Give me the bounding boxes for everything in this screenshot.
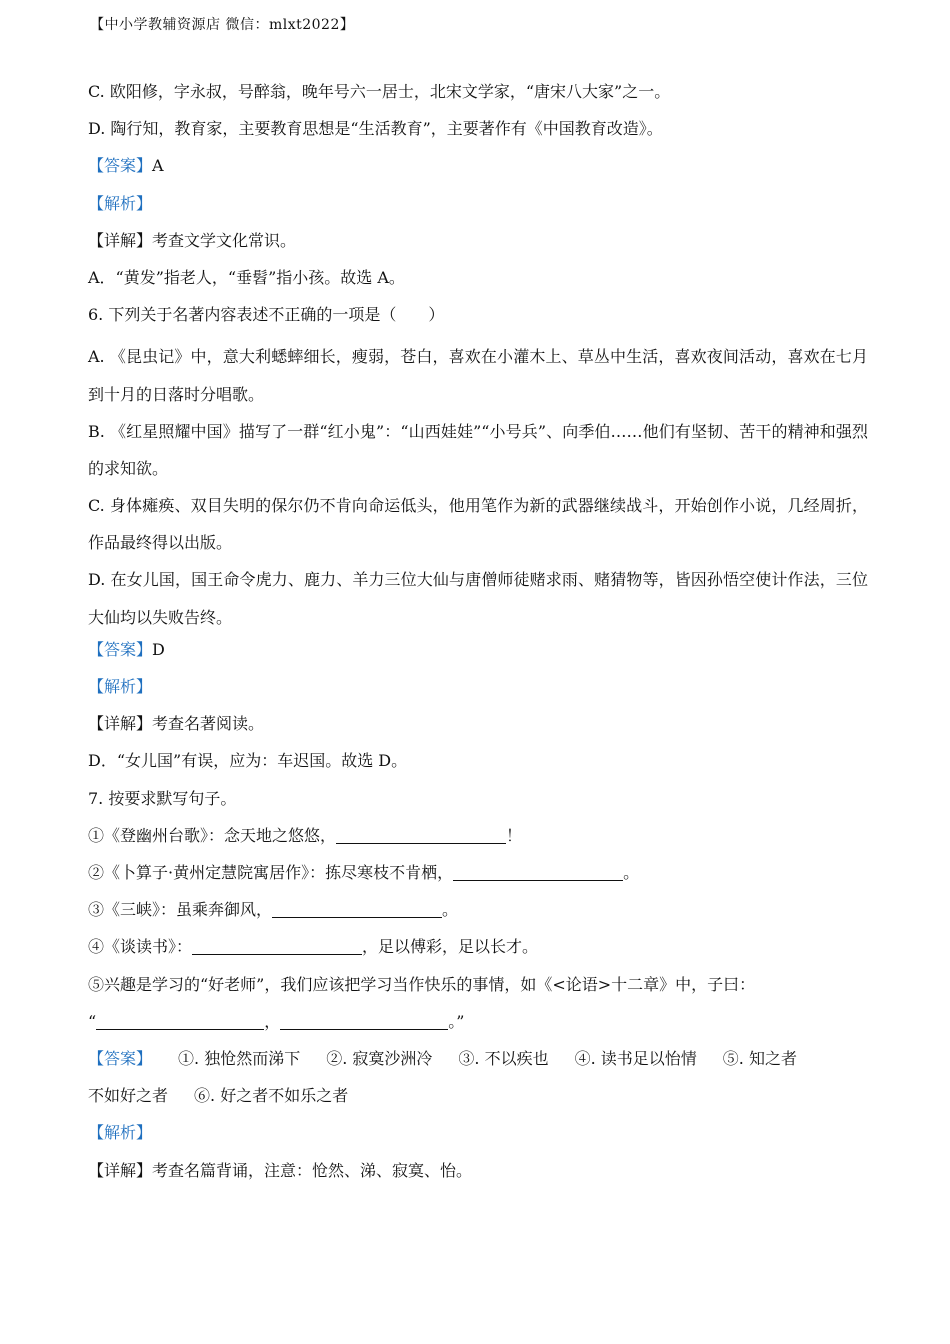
fill-blank	[272, 901, 442, 918]
option-d: D. 陶行知，教育家，主要教育思想是“生活教育”，主要著作有《中国教育改造》。	[88, 119, 663, 139]
fill-blank	[96, 1013, 264, 1030]
q6-option-a: A. 《昆虫记》中，意大利蟋蟀细长，瘦弱，苍白，喜欢在小灌木上、草丛中生活，喜欢夜间活动，喜欢在七月到十月的日落时分唱歌。	[88, 347, 868, 404]
fill-blank	[192, 938, 362, 955]
q7-item-1	[88, 822, 868, 859]
answer-7-2: ②. 寂寞沙洲冷	[326, 1048, 433, 1068]
document-body	[88, 78, 868, 1194]
q7-item-3	[88, 896, 868, 933]
answer-7-5-cont: 不如好之者	[88, 1086, 169, 1106]
q7-item-1-end: ！	[506, 825, 523, 845]
q7-item-4-end: ，足以傅彩，足以长才。	[362, 937, 539, 957]
answer-tag: 【答案】	[88, 156, 153, 176]
answer-7	[88, 1045, 868, 1082]
analysis-tag-6: 【解析】	[88, 677, 153, 697]
q7-item-2	[88, 859, 868, 896]
fill-blank	[453, 864, 623, 881]
answer-value: A	[152, 156, 164, 176]
option-c: C. 欧阳修，字永叔，号醉翁，晚年号六一居士，北宋文学家，“唐宋八大家”之一。	[88, 82, 671, 101]
question-7: 7. 按要求默写句子。	[88, 788, 237, 808]
detail-5	[88, 227, 868, 264]
q7-item-5-blanks	[88, 1008, 868, 1045]
detail-tag: 【详解】	[88, 1160, 153, 1180]
comma: ，	[264, 1011, 281, 1031]
q7-item-3-end: 。	[442, 900, 459, 920]
close-quote: 。”	[448, 1011, 465, 1031]
q7-item-4-text: ④《谈读书》：	[88, 937, 193, 957]
detail-tag: 【详解】	[88, 230, 153, 250]
page-header: 【中小学教辅资源店 微信：mlxt2022】	[90, 17, 355, 33]
detail-tag: 【详解】	[88, 714, 153, 734]
answer-value: D	[152, 639, 165, 659]
answer-6	[88, 636, 868, 673]
detail-text: 考查名篇背诵，注意：怆然、涕、寂寞、怡。	[152, 1160, 473, 1180]
note-5: A．“黄发”指老人，“垂髫”指小孩。故选 A。	[88, 267, 405, 287]
answer-5	[88, 152, 868, 189]
open-quote: “	[88, 1011, 97, 1031]
q6-option-c: C. 身体瘫痪、双目失明的保尔仍不肯向命运低头，他用笔作为新的武器继续战斗，开始创作小说，几经周折，作品最终得以出版。	[88, 496, 868, 553]
q6-option-b: B. 《红星照耀中国》描写了一群“红小鬼”：“山西娃娃”“小号兵”、向季伯……他们有坚韧、苦干的精神和强烈的求知欲。	[88, 421, 868, 478]
q7-item-5: ⑤兴趣是学习的“好老师”，我们应该把学习当作快乐的事情，如《<论语>十二章》中，子曰：	[88, 974, 756, 994]
answer-7-5: ⑤. 知之者	[722, 1048, 797, 1068]
answer-7-4: ④. 读书足以怡情	[574, 1048, 697, 1068]
detail-6	[88, 710, 868, 747]
detail-text: 考查文学文化常识。	[152, 230, 297, 250]
detail-text: 考查名著阅读。	[152, 714, 265, 734]
q7-item-1-text: ①《登幽州台歌》：念天地之悠悠，	[88, 825, 337, 845]
q7-item-4	[88, 933, 868, 970]
q7-item-2-end: 。	[623, 863, 640, 882]
answer-7-6: ⑥. 好之者不如乐之者	[194, 1086, 349, 1106]
answer-tag: 【答案】	[88, 639, 153, 659]
analysis-tag-7: 【解析】	[88, 1123, 153, 1143]
note-6: D．“女儿国”有误，应为：车迟国。故选 D。	[88, 751, 408, 771]
answer-7-3: ③. 不以疾也	[458, 1048, 549, 1068]
question-6: 6. 下列关于名著内容表述不正确的一项是（ ）	[88, 305, 445, 325]
answer-7-1: ①. 独怆然而涕下	[178, 1048, 301, 1068]
q7-item-3-text: ③《三峡》：虽乘奔御风，	[88, 900, 273, 920]
q7-item-2-text: ②《卜算子·黄州定慧院寓居作》：拣尽寒枝不肯栖，	[88, 863, 454, 882]
fill-blank	[336, 827, 506, 844]
q6-option-d: D. 在女儿国，国王命令虎力、鹿力、羊力三位大仙与唐僧师徒赌求雨、赌猜物等，皆因孙悟空使计作法，三位大仙均以失败告终。	[88, 570, 868, 627]
answer-7-cont	[88, 1082, 868, 1119]
analysis-tag-5: 【解析】	[88, 193, 153, 213]
answer-tag: 【答案】	[88, 1048, 153, 1068]
fill-blank	[280, 1013, 448, 1030]
detail-7	[88, 1157, 868, 1194]
